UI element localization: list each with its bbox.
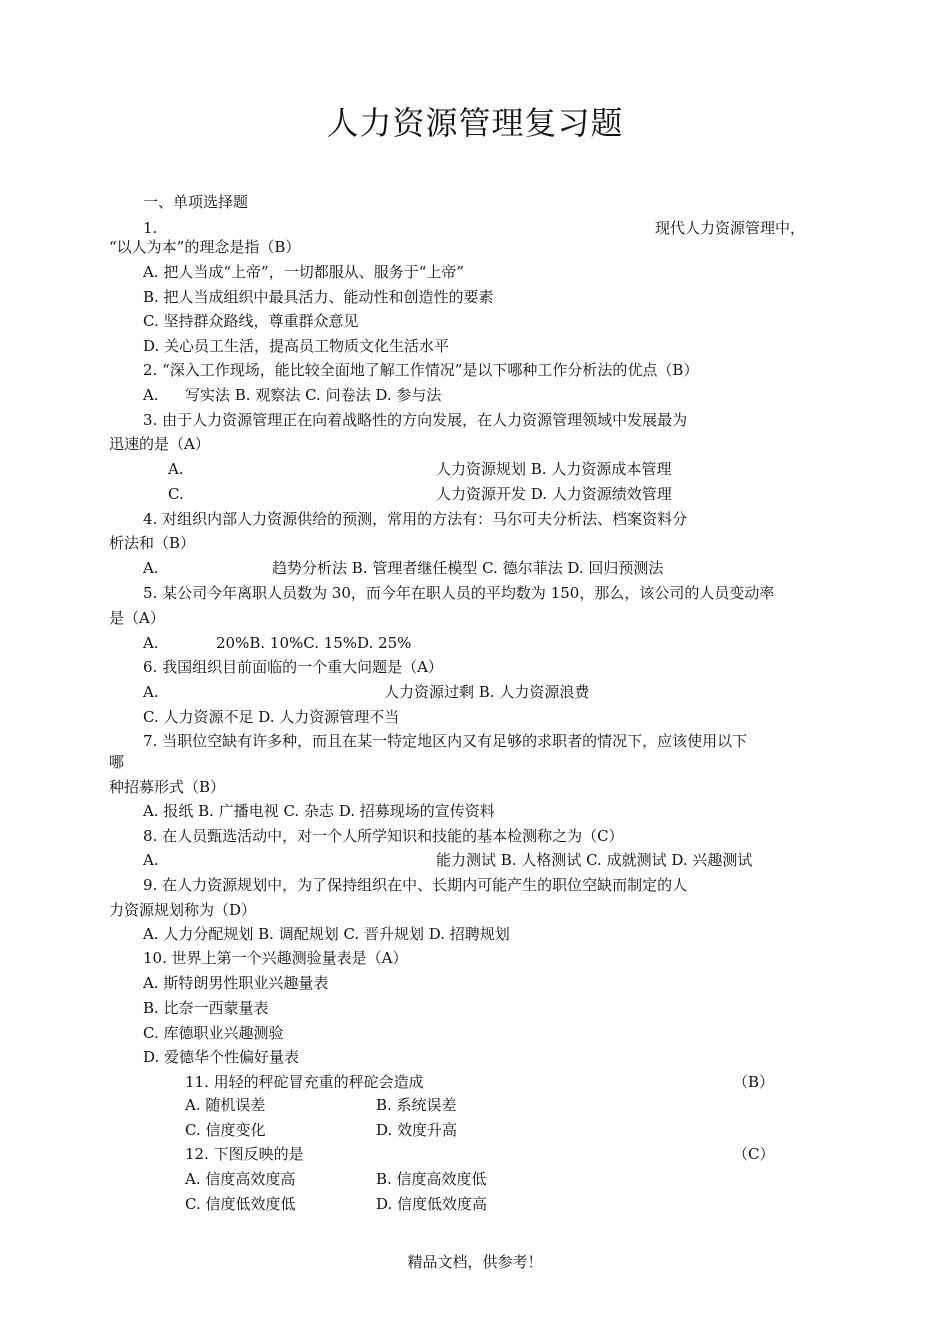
page-footer: 精品文档，供参考！: [407, 1253, 543, 1271]
question-10-text: 10. 世界上第一个兴趣测验量表是（A）: [143, 949, 408, 967]
question-5-option-label: A.: [143, 634, 159, 652]
question-11-text: 11. 用轻的秤砣冒充重的秤砣会造成: [185, 1073, 424, 1091]
question-6-option-label: A.: [143, 683, 159, 701]
question-11-answer: （B）: [733, 1073, 775, 1091]
question-7-options: A. 报纸 B. 广播电视 C. 杂志 D. 招募现场的宣传资料: [143, 802, 495, 820]
question-6-options-row2: C. 人力资源不足 D. 人力资源管理不当: [143, 708, 400, 726]
question-12-option-c: C. 信度低效度低: [185, 1195, 296, 1213]
question-11-option-d: D. 效度升高: [376, 1121, 458, 1139]
question-10-option-c: C. 库德职业兴趣测验: [143, 1024, 284, 1042]
question-9-text-cont: 力资源规划称为（D）: [109, 901, 257, 919]
question-12-option-d: D. 信度低效度高: [376, 1195, 488, 1213]
question-3-options-row1: 人力资源规划 B. 人力资源成本管理: [436, 460, 672, 478]
question-11-option-c: C. 信度变化: [185, 1121, 266, 1139]
question-1-option-a: A. 把人当成“上帝”，一切都服从、服务于“上帝”: [143, 263, 465, 281]
question-7-text-cont2: 种招募形式（B）: [109, 778, 226, 796]
question-11-option-b: B. 系统误差: [376, 1096, 457, 1114]
question-9-text: 9. 在人力资源规划中，为了保持组织在中、长期内可能产生的职位空缺而制定的人: [143, 876, 688, 894]
question-5-options: 20%B. 10%C. 15%D. 25%: [216, 634, 412, 652]
question-12-answer: （C）: [733, 1145, 775, 1163]
question-4-text: 4. 对组织内部人力资源供给的预测，常用的方法有：马尔可夫分析法、档案资料分: [143, 510, 688, 528]
question-6-text: 6. 我国组织目前面临的一个重大问题是（A）: [143, 658, 443, 676]
question-4-option-label: A.: [143, 559, 159, 577]
question-5-text-cont: 是（A）: [109, 609, 165, 627]
question-7-text: 7. 当职位空缺有许多种，而且在某一特定地区内又有足够的求职者的情况下，应该使用以下: [143, 732, 748, 750]
question-10-option-b: B. 比奈一西蒙量表: [143, 999, 269, 1017]
question-1-number: 1.: [143, 219, 158, 237]
question-3-option-c-label: C.: [168, 485, 184, 503]
question-8-text: 8. 在人员甄选活动中，对一个人所学知识和技能的基本检测称之为（C）: [143, 827, 624, 845]
section-heading: 一、单项选择题: [143, 193, 249, 211]
question-1-option-c: C. 坚持群众路线，尊重群众意见: [143, 312, 359, 330]
question-12-option-b: B. 信度高效度低: [376, 1170, 487, 1188]
question-12-option-a: A. 信度高效度高: [185, 1170, 296, 1188]
question-2-options: 写实法 B. 观察法 C. 问卷法 D. 参与法: [185, 386, 442, 404]
question-6-options-row1: 人力资源过剩 B. 人力资源浪费: [384, 683, 590, 701]
question-2-text: 2. “深入工作现场，能比较全面地了解工作情况”是以下哪种工作分析法的优点（B）: [143, 361, 699, 379]
question-3-text: 3. 由于人力资源管理正在向着战略性的方向发展，在人力资源管理领域中发展最为: [143, 411, 688, 429]
question-9-options: A. 人力分配规划 B. 调配规划 C. 晋升规划 D. 招聘规划: [143, 925, 510, 943]
question-1-option-d: D. 关心员工生活，提高员工物质文化生活水平: [143, 337, 450, 355]
question-11-option-a: A. 随机误差: [185, 1096, 266, 1114]
question-1-text: 现代人力资源管理中，: [655, 219, 806, 237]
question-2-option-label: A.: [143, 386, 159, 404]
page-title: 人力资源管理复习题: [326, 104, 624, 142]
question-8-option-label: A.: [143, 851, 159, 869]
question-7-text-cont: 哪: [109, 753, 125, 771]
question-3-option-a-label: A.: [168, 460, 184, 478]
question-10-option-d: D. 爱德华个性偏好量表: [143, 1048, 300, 1066]
question-4-options: 趋势分析法 B. 管理者继任模型 C. 德尔菲法 D. 回归预测法: [272, 559, 664, 577]
question-4-text-cont: 析法和（B）: [109, 534, 196, 552]
question-3-options-row2: 人力资源开发 D. 人力资源绩效管理: [436, 485, 672, 503]
question-10-option-a: A. 斯特朗男性职业兴趣量表: [143, 974, 329, 992]
question-8-options: 能力测试 B. 人格测试 C. 成就测试 D. 兴趣测试: [436, 851, 753, 869]
question-5-text: 5. 某公司今年离职人员数为 30，而今年在职人员的平均数为 150，那么，该公司的人员变动率: [143, 584, 775, 602]
question-1-option-b: B. 把人当成组织中最具活力、能动性和创造性的要素: [143, 288, 494, 306]
question-12-text: 12. 下图反映的是: [185, 1145, 304, 1163]
question-1-text-cont: “以人为本”的理念是指（B）: [109, 238, 301, 256]
question-3-text-cont: 迅速的是（A）: [109, 435, 210, 453]
